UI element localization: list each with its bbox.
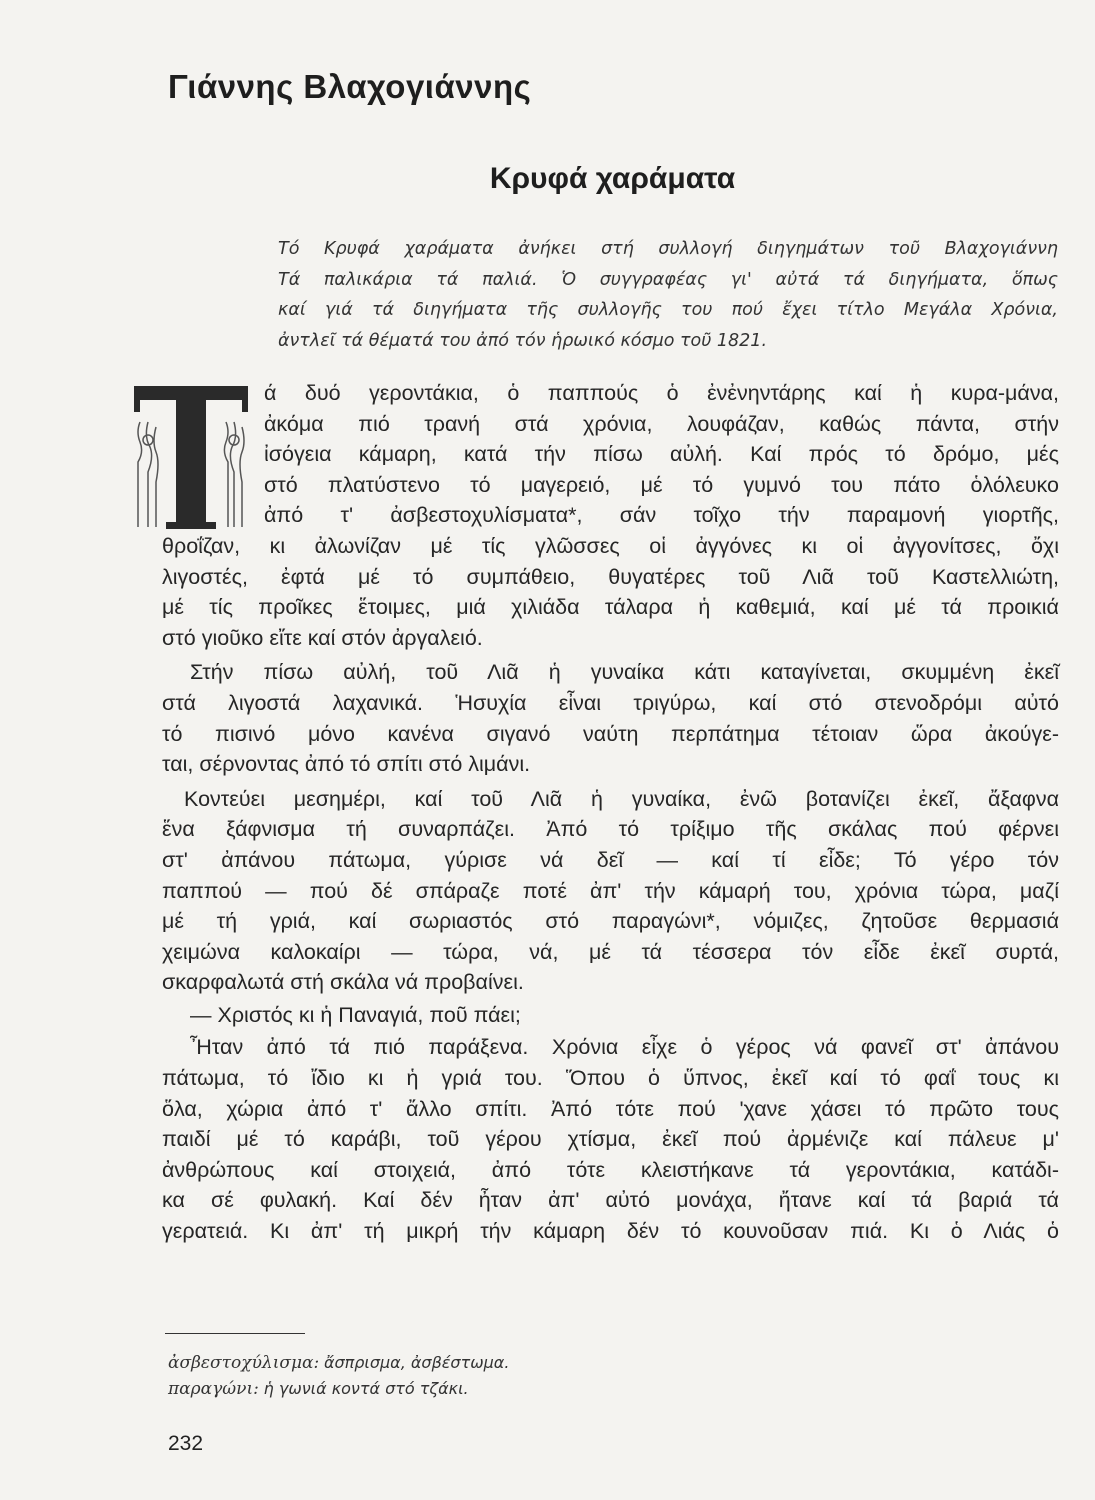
text-line: σκαρφαλωτά στή σκάλα νά προβαίνει. (162, 970, 524, 995)
intro-note (278, 234, 1058, 356)
dialogue-line (162, 1000, 1059, 1031)
text-line: μέ τίς προῖκες ἕτοιμες, μιά χιλιάδα τάλαρα ἡ καθεμιά, καί μέ τά προικιά (162, 595, 1059, 620)
text-line: Κοντεύει μεσημέρι, καί τοῦ Λιᾶ ἡ γυναίκα, ἐνῶ βοτανίζει ἐκεῖ, ἄξαφνα (184, 786, 1059, 811)
text-line: ἕνα ξάφνισμα τή συναρπάζει. Ἀπό τό τρίξιμο τῆς σκάλας πού φέρνει (162, 817, 1059, 842)
footnote-definition: ἄσπρισμα, ἀσβέστωμα. (323, 1353, 510, 1372)
text-line: ἀπό τ' ἀσβεστοχυλίσματα*, σάν τοῖχο τήν παραμονή γιορτῆς, (264, 503, 1059, 528)
text-line: χειμώνα καλοκαίρι — τώρα, νά, μέ τά τέσσερα τόν εἶδε ἐκεῖ συρτά, (162, 939, 1059, 964)
footnote-definition: ἡ γωνιά κοντά στό τζάκι. (263, 1379, 469, 1398)
footnote-term: παραγώνι: (168, 1379, 259, 1399)
text-line: ὅλα, χώρια ἀπό τ' ἄλλο σπίτι. Ἀπό τότε πού 'χανε χάσει τό πρῶτο τους (162, 1096, 1059, 1121)
intro-line: Τά παλικάρια τά παλιά. Ὁ συγγραφέας γι' αὐτά τά διηγήματα, ὅπως (278, 269, 1058, 290)
text-line: λιγοστές, ἐφτά μέ τό συμπάθειο, θυγατέρες τοῦ Λιᾶ τοῦ Καστελλιώτη, (162, 564, 1059, 589)
story-title: Κρυφά χαράματα (489, 162, 736, 195)
text-line: θροΐζαν, κι ἀλωνίζαν μέ τίς γλῶσσες οἱ ἀγγόνες κι οἱ ἀγγονίτσες, ὄχι (162, 533, 1059, 558)
text-line: στά λιγοστά λαχανικά. Ἡσυχία εἶναι τριγύρω, καί στό στενοδρόμι αὐτό (162, 690, 1059, 715)
text-line: ἀνθρώπους καί στοιχειά, ἀπό τότε κλειστήκανε τά γεροντάκια, κατάδι- (162, 1157, 1059, 1182)
text-line: μέ τή γριά, καί σωριαστός στό παραγώνι*, νόμιζες, ζητοῦσε θερμασιά (162, 909, 1059, 934)
text-line: τό πισινό μόνο κανένα σιγανό ναύτη περπάτημα τέτοιαν ὥρα ἀκούγε- (162, 721, 1059, 746)
text-line: κα σέ φυλακή. Καί δέν ἦταν ἀπ' αὐτό μονάχα, ἤτανε καί τά βαριά τά (162, 1188, 1059, 1213)
footnote-item (168, 1376, 868, 1402)
text-line: παππού — πού δέ σπάραζε ποτέ ἀπ' τήν κάμαρή του, χρόνια τώρα, μαζί (162, 878, 1059, 903)
text-line: στό πλατύστενο τό μαγερειό, μέ τό γυμνό του πάτο ὁλόλευκο (264, 472, 1059, 497)
text-line: Στήν πίσω αὐλή, τοῦ Λιᾶ ἡ γυναίκα κάτι καταγίνεται, σκυμμένη ἐκεῖ (190, 660, 1059, 685)
paragraph-1 (162, 378, 1059, 653)
text-line: ἰσόγεια κάμαρη, κατά τήν πίσω αὐλή. Καί πρός τό δρόμο, μές (264, 442, 1059, 467)
footnotes (168, 1350, 868, 1402)
paragraph-4 (162, 1032, 1059, 1246)
text-line: γερατειά. Κι ἀπ' τή μικρή τήν κάμαρη δέν τό κουνοῦσαν πιά. Κι ὁ Λιάς ὁ (162, 1219, 1059, 1244)
footnote-divider (165, 1333, 305, 1334)
text-line: στό γιοῦκο εἴτε καί στόν ἀργαλειό. (162, 625, 483, 650)
text-line: — Χριστός κι ἡ Παναγιά, ποῦ πάει; (190, 1002, 521, 1027)
text-line: ά δυό γεροντάκια, ὁ παππούς ὁ ἐνἐνηντάρης καί ἡ κυρα-μάνα, (264, 381, 1059, 405)
text-line: παιδί μέ τό καράβι, τοῦ γέρου χτίσμα, ἐκεῖ πού ἀρμένιζε καί πάλευε μ' (162, 1127, 1059, 1152)
intro-line: καί γιά τά διηγήματα τῆς συλλογῆς του πού ἔχει τίτλο Μεγάλα Χρόνια, (278, 300, 1058, 320)
text-line: στ' ἀπάνου πάτωμα, γύρισε νά δεῖ — καί τί εἶδε; Τό γέρο τόν (162, 847, 1059, 872)
footnote-term: ἀσβεστοχύλισμα: (168, 1353, 320, 1373)
text-line: πάτωμα, τό ἴδιο κι ἡ γριά του. Ὅπου ὁ ὕπνος, ἐκεῖ καί τό φαΐ τους κι (162, 1066, 1059, 1091)
intro-line: ἀντλεῖ τά θέματά του ἀπό τόν ἡρωικό κόσμο τοῦ 1821. (278, 330, 768, 351)
text-line: Ἦταν ἀπό τά πιό παράξενα. Χρόνια εἶχε ὁ γέρος νά φανεῖ στ' ἀπάνου (190, 1035, 1059, 1060)
text-line: ἀκόμα πιό τρανή στά χρόνια, λουφάζαν, καθώς πάντα, στήν (264, 411, 1059, 436)
paragraph-2 (162, 657, 1059, 779)
page-number: 232 (168, 1432, 204, 1455)
paragraph-3 (162, 784, 1059, 998)
intro-line: Τό Κρυφά χαράματα ἀνήκει στή συλλογή διηγημάτων τοῦ Βλαχογιάννη (278, 239, 1058, 259)
story-body (162, 378, 1059, 1247)
footnote-item (168, 1350, 868, 1376)
author-name: Γιάννης Βλαχογιάννης (168, 68, 532, 105)
text-line: ται, σέρνοντας ἀπό τό σπίτι στό λιμάνι. (162, 752, 531, 777)
